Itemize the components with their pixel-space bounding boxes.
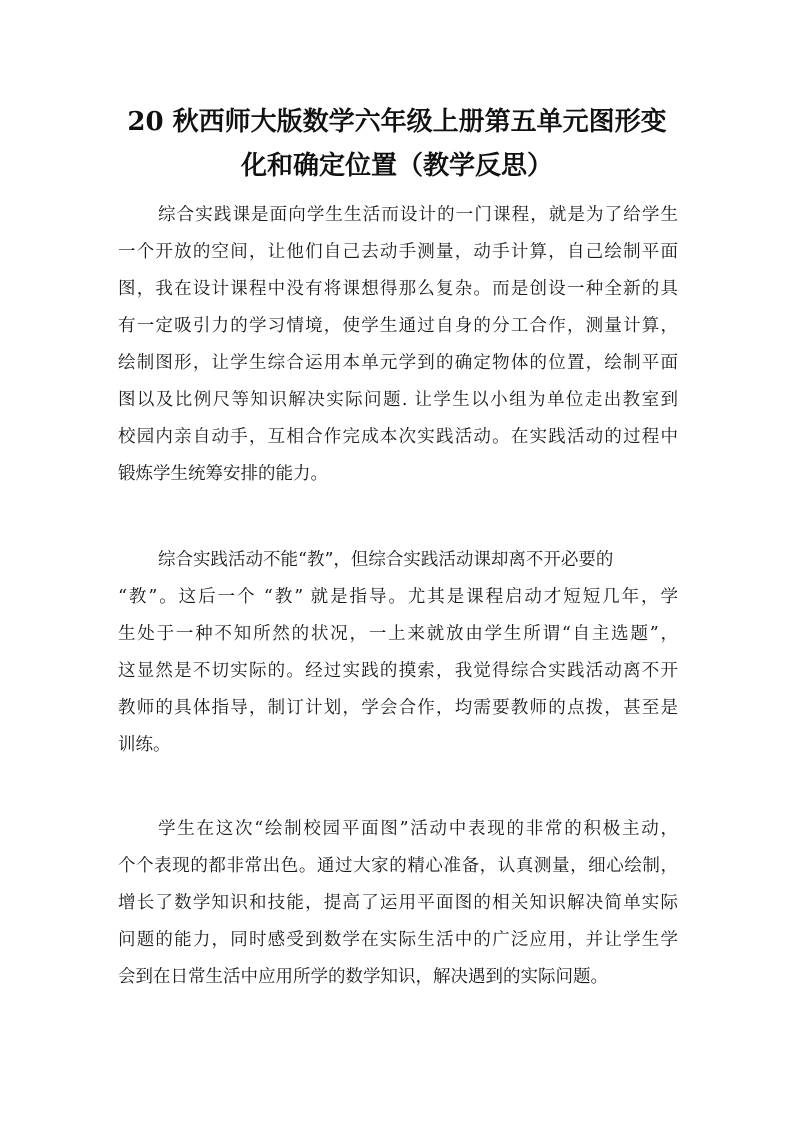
paragraph-line: 综合实践课是面向学生生活而设计的一门课程，就是为了给学生 — [158, 205, 678, 225]
paragraph-line: 个个表现的都非常出色。通过大家的精心准备，认真测量，细心绘制， — [118, 856, 678, 876]
paragraph-line: 生处于一种不知所然的状况，一上来就放由学生所谓“自主选题”， — [118, 624, 678, 644]
paragraph-line: 会到在日常生活中应用所学的数学知识，解决遇到的实际问题。 — [118, 967, 608, 987]
paragraph-line: 这显然是不切实际的。经过实践的摸索，我觉得综合实践活动离不开 — [118, 661, 678, 681]
paragraph-line: 绘制图形，让学生综合运用本单元学到的确定物体的位置，绘制平面 — [118, 353, 678, 373]
page-title-line-2: 化和确定位置（教学反思） — [240, 151, 553, 181]
page-title — [100, 100, 694, 188]
paragraph-2 — [118, 542, 678, 764]
paragraph-line: 有一定吸引力的学习情境，使学生通过自身的分工合作，测量计算， — [118, 316, 678, 336]
paragraph-1 — [118, 197, 678, 493]
paragraph-line: 学生在这次“绘制校园平面图”活动中表现的非常的积极主动， — [158, 819, 678, 839]
paragraph-line: 锻炼学生统筹安排的能力。 — [118, 464, 328, 484]
paragraph-line: 图，我在设计课程中没有将课想得那么复杂。而是创设一种全新的具 — [118, 279, 678, 299]
paragraph-line: 训练。 — [118, 735, 171, 755]
paragraph-line: 教师的具体指导，制订计划，学会合作，均需要教师的点拨，甚至是 — [118, 698, 678, 718]
paragraph-3 — [118, 811, 678, 996]
paragraph-line: 图以及比例尺等知识解决实际问题. 让学生以小组为单位走出教室到 — [118, 390, 678, 410]
paragraph-line: 一个开放的空间，让他们自己去动手测量，动手计算，自己绘制平面 — [118, 242, 678, 262]
paragraph-line: 增长了数学知识和技能，提高了运用平面图的相关知识解决简单实际 — [118, 893, 678, 913]
paragraph-line: 问题的能力，同时感受到数学在实际生活中的广泛应用，并让学生学 — [118, 930, 678, 950]
paragraph-line: 校园内亲自动手，互相合作完成本次实践活动。在实践活动的过程中 — [118, 427, 678, 447]
paragraph-line: “教”。这后一个 “教” 就是指导。尤其是课程启动才短短几年，学 — [118, 587, 678, 607]
paragraph-line: 综合实践活动不能“教”，但综合实践活动课却离不开必要的 — [158, 550, 614, 570]
page-title-line-1: 20 秋西师大版数学六年级上册第五单元图形变 — [127, 107, 667, 137]
